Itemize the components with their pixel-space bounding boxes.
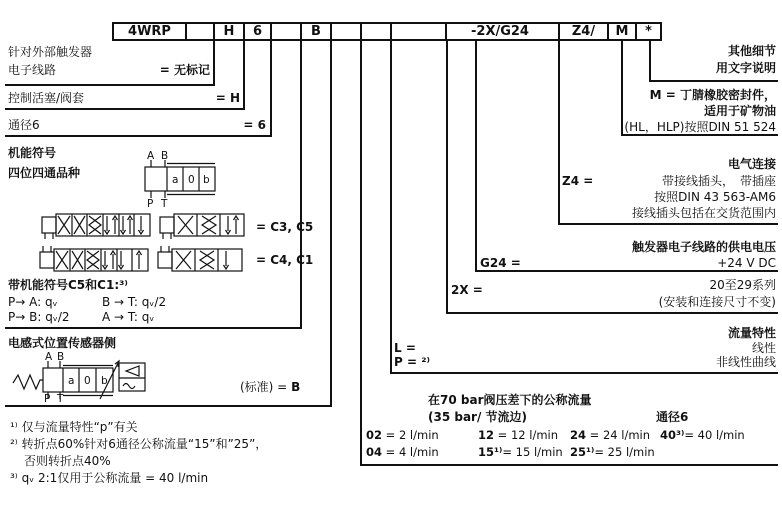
code-cell-blank	[390, 24, 445, 39]
connector-line	[649, 40, 651, 82]
valve-schematic-c1	[156, 243, 244, 277]
series-line-2: (安装和连接尺寸不变)	[658, 295, 776, 309]
flow-code: 40³⁾	[660, 428, 685, 442]
flow-entry	[570, 445, 655, 460]
code-cell-series-supply: -2X/G24	[445, 24, 558, 39]
spool-pos-a: a	[68, 375, 75, 387]
other-details-line-2: 用文字说明	[715, 61, 776, 75]
symbols-title-1: 机能符号	[8, 146, 57, 160]
code-cell-spool: H	[213, 24, 243, 39]
standard-code: B	[291, 380, 301, 394]
code-cell-type: 4WRP	[128, 24, 171, 39]
flow-direction-r1-right: B → T: qᵥ/2	[102, 295, 167, 309]
size-label: 通径6	[8, 118, 40, 132]
port-t-label: T	[57, 393, 64, 403]
flow-char-title: 流量特性	[727, 326, 776, 340]
sensor-signal-icon	[123, 384, 135, 389]
standard-value	[240, 380, 300, 395]
flow-direction-r2-left: P→ B: qᵥ/2	[8, 310, 70, 324]
code-cell-size: 6	[243, 24, 270, 39]
flow-value: = 24 l/min	[586, 428, 651, 442]
port-p-label: P	[44, 393, 51, 403]
spool-pos-b: b	[203, 174, 210, 186]
connector-line	[243, 40, 245, 110]
flow-char-l-code: L =	[394, 341, 416, 355]
connector-line	[330, 40, 332, 407]
connector-line	[446, 40, 448, 314]
port-t-label: T	[161, 198, 168, 208]
code-cell-seal: M	[607, 24, 635, 39]
other-details-line-1: 其他细节	[727, 44, 776, 58]
footnote-2b: 否则转折点40%	[24, 454, 111, 468]
symbols-title-2: 四位四通品种	[8, 166, 81, 180]
flow-value: = 15 l/min	[502, 445, 563, 459]
code-cell-symbol	[270, 24, 300, 39]
code-cell-sensor-side: B	[300, 24, 330, 39]
section-underline	[446, 312, 778, 314]
section-underline	[390, 372, 778, 374]
flow-direction-r1-left: P→ A: qᵥ	[8, 295, 58, 309]
flow-table-title-1: 在70 bar阀压差下的公称流量	[428, 393, 592, 407]
section-underline	[5, 135, 272, 137]
flow-entry	[366, 445, 439, 460]
flow-value: = 2 l/min	[382, 428, 439, 442]
flow-value: = 12 l/min	[494, 428, 559, 442]
valve-symbol-four-position	[103, 150, 221, 208]
spool-pos-0: 0	[84, 375, 91, 387]
port-a-label: A	[45, 351, 53, 363]
standard-label: (标准) =	[240, 380, 288, 394]
flow-table-title-2: (35 bar/ 节流边)	[428, 410, 528, 424]
port-p-label: P	[147, 198, 154, 208]
footnote-2a: ²⁾ 转折点60%针对6通径公称流量“15”和”25”，	[10, 437, 268, 451]
flow-code: 12	[478, 428, 495, 442]
port-a-label: A	[147, 150, 155, 162]
flow-table-size-label: 通径6	[656, 410, 689, 424]
code-cell-electronics	[185, 24, 213, 39]
section-underline	[5, 327, 302, 329]
control-spool-value: = H	[215, 91, 240, 105]
flow-entry	[478, 445, 563, 460]
flow-direction-title: 带机能符号C5和C1:³⁾	[8, 278, 128, 292]
flow-value: = 40 l/min	[684, 428, 745, 442]
spool-pos-0: 0	[188, 174, 195, 186]
supply-title: 触发器电子线路的供电电压	[631, 240, 776, 254]
flow-entry	[366, 428, 439, 443]
model-code-row	[112, 22, 662, 41]
electrical-line-3: 接线插头包括在交货范围内	[631, 206, 776, 220]
size-value: = 6	[243, 118, 266, 132]
sensor-side-title: 电感式位置传感器侧	[8, 336, 117, 350]
connector-line	[360, 40, 362, 466]
symbol-code-c3c5: = C3, C5	[256, 220, 314, 234]
control-spool-label: 控制活塞/阀套	[8, 91, 85, 105]
supply-value: +24 V DC	[717, 256, 776, 270]
section-underline	[649, 80, 778, 82]
spool-pos-a: a	[172, 174, 179, 186]
section-underline	[5, 108, 245, 110]
supply-code: G24 =	[480, 256, 521, 270]
flow-direction-r2-right: A → T: qᵥ	[102, 310, 155, 324]
connector-line	[558, 40, 560, 225]
electrical-line-2: 按照DIN 43 563-AM6	[654, 190, 776, 204]
section-underline	[5, 405, 332, 407]
code-cell-flow-char	[360, 24, 390, 39]
connector-line	[270, 40, 272, 137]
symbol-code-c4c1: = C4, C1	[256, 253, 314, 267]
port-b-label: B	[57, 351, 65, 363]
connector-line	[621, 40, 623, 136]
flow-code: 24	[570, 428, 587, 442]
series-line-1: 20至29系列	[709, 278, 776, 292]
sensor-valve-symbol	[12, 351, 146, 403]
seal-line-1: M = 丁腈橡胶密封件，	[649, 88, 776, 102]
code-cell-connector: Z4/	[558, 24, 607, 39]
flow-entry	[478, 428, 558, 443]
seal-line-2: 适用于矿物油	[703, 104, 776, 118]
trigger-electronics-label-1: 针对外部触发器	[8, 45, 93, 59]
series-code: 2X =	[451, 283, 483, 297]
trigger-electronics-value: = 无标记	[159, 63, 210, 77]
section-underline	[558, 223, 778, 225]
electrical-code: Z4 =	[562, 174, 594, 188]
code-cell-flow	[330, 24, 360, 39]
sensor-amplifier-icon	[126, 366, 139, 376]
section-underline	[5, 84, 215, 86]
flow-char-l-value: 线性	[751, 341, 776, 355]
flow-char-p-code: P = ²⁾	[394, 355, 430, 369]
flow-code: 15¹⁾	[478, 445, 503, 459]
section-underline	[360, 464, 778, 466]
connector-line	[390, 40, 392, 374]
valve-schematic-c5	[158, 208, 246, 242]
flow-entry	[660, 428, 745, 443]
code-cell-star: *	[635, 24, 660, 39]
flow-code: 25¹⁾	[570, 445, 595, 459]
connector-line	[213, 40, 215, 86]
footnote-1: ¹⁾ 仅与流量特性“p”有关	[10, 420, 138, 434]
electrical-title: 电气连接	[727, 157, 776, 171]
footnote-3: ³⁾ qᵥ 2:1仅用于公称流量 = 40 l/min	[10, 471, 209, 485]
seal-line-3: (HL，HLP)按照DIN 51 524	[624, 120, 776, 134]
connector-line	[300, 40, 302, 329]
port-b-label: B	[161, 150, 169, 162]
trigger-electronics-label-2: 电子线路	[8, 63, 57, 77]
connector-line	[475, 40, 477, 272]
flow-value: = 25 l/min	[594, 445, 655, 459]
electrical-line-1: 带接线插头， 带插座	[661, 174, 776, 188]
flow-code: 04	[366, 445, 383, 459]
flow-char-p-value: 非线性曲线	[715, 355, 776, 369]
flow-code: 02	[366, 428, 383, 442]
flow-value: = 4 l/min	[382, 445, 439, 459]
spool-pos-b: b	[101, 375, 108, 387]
flow-entry	[570, 428, 650, 443]
valve-schematic-c3	[40, 208, 152, 242]
valve-schematic-c4	[38, 243, 150, 277]
